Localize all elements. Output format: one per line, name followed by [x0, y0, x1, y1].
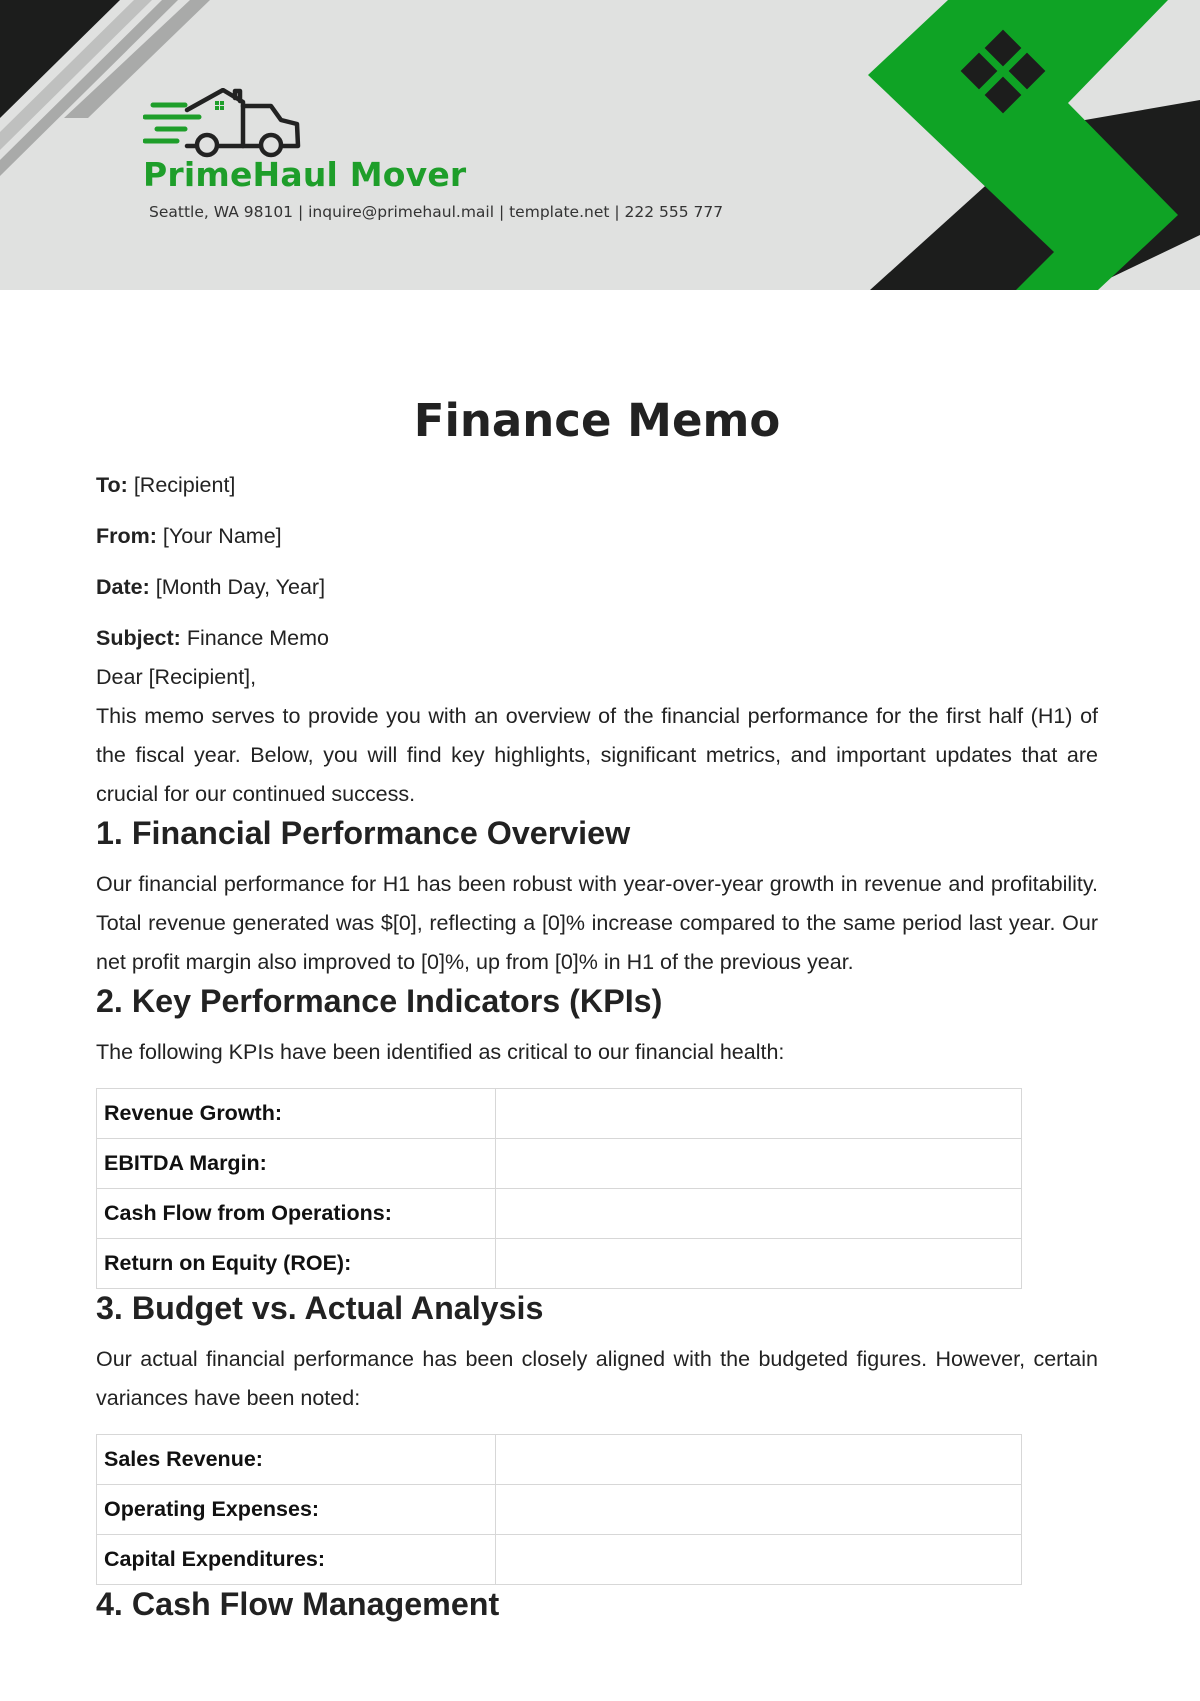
- variance-value-cell: [496, 1485, 1022, 1535]
- section-heading-performance-overview: 1. Financial Performance Overview: [96, 815, 631, 851]
- to-value: [Recipient]: [133, 473, 236, 497]
- table-row: [97, 1239, 1022, 1289]
- kpi-label: Revenue Growth:: [97, 1089, 496, 1139]
- to-label: To:: [96, 473, 128, 497]
- variance-label: Capital Expenditures:: [97, 1535, 496, 1585]
- memo-body: [96, 386, 1098, 1624]
- letterhead-banner: [0, 0, 1200, 290]
- kpi-label: Return on Equity (ROE):: [97, 1239, 496, 1289]
- kpi-value-cell: [496, 1139, 1022, 1189]
- company-name: PrimeHaul Mover: [143, 155, 467, 194]
- variance-label: Operating Expenses:: [97, 1485, 496, 1535]
- kpi-table: [96, 1088, 1022, 1289]
- document-title: Finance Memo: [413, 394, 781, 447]
- table-row: [97, 1139, 1022, 1189]
- section-heading-cash-flow: 4. Cash Flow Management: [96, 1586, 500, 1622]
- section-body-performance-overview: Our financial performance for H1 has been robust with year-over-year growth in revenue and profitability. Total revenue generated was $[0], reflecting a [0]% increase compared to the same period last year. Our net profit margin also improved to [0]%, up from [0]% in H1 of the previous year.: [96, 872, 1098, 974]
- moving-truck-logo-icon: [143, 88, 313, 160]
- date-field: [96, 568, 1098, 607]
- from-label: From:: [96, 524, 157, 548]
- date-value: [Month Day, Year]: [155, 575, 326, 599]
- table-row: [97, 1485, 1022, 1535]
- kpi-label: Cash Flow from Operations:: [97, 1189, 496, 1239]
- table-row: [97, 1535, 1022, 1585]
- section-heading-kpis: 2. Key Performance Indicators (KPIs): [96, 983, 663, 1019]
- greeting: Dear [Recipient],: [96, 665, 257, 689]
- kpi-label: EBITDA Margin:: [97, 1139, 496, 1189]
- from-value: [Your Name]: [162, 524, 282, 548]
- section-body-budget-vs-actual: Our actual financial performance has been closely aligned with the budgeted figures. However, certain variances have been noted:: [96, 1347, 1098, 1410]
- kpi-value-cell: [496, 1239, 1022, 1289]
- variance-value-cell: [496, 1535, 1022, 1585]
- kpi-value-cell: [496, 1189, 1022, 1239]
- table-row: [97, 1189, 1022, 1239]
- from-field: [96, 517, 1098, 556]
- variance-value-cell: [496, 1435, 1022, 1485]
- table-row: [97, 1435, 1022, 1485]
- company-contact-line: Seattle, WA 98101 | inquire@primehaul.mail | template.net | 222 555 777: [149, 203, 724, 221]
- section-body-kpis: The following KPIs have been identified as critical to our financial health:: [96, 1040, 785, 1064]
- variance-label: Sales Revenue:: [97, 1435, 496, 1485]
- kpi-value-cell: [496, 1089, 1022, 1139]
- intro-paragraph: This memo serves to provide you with an overview of the financial performance for the first half (H1) of the fiscal year. Below, you will find key highlights, significant metrics, and important updates that are crucial for our continued success.: [96, 704, 1098, 806]
- subject-field: [96, 619, 1098, 658]
- subject-label: Subject:: [96, 626, 181, 650]
- subject-value: Finance Memo: [186, 626, 330, 650]
- table-row: [97, 1089, 1022, 1139]
- variance-table: [96, 1434, 1022, 1585]
- to-field: [96, 466, 1098, 505]
- section-heading-budget-vs-actual: 3. Budget vs. Actual Analysis: [96, 1290, 544, 1326]
- date-label: Date:: [96, 575, 150, 599]
